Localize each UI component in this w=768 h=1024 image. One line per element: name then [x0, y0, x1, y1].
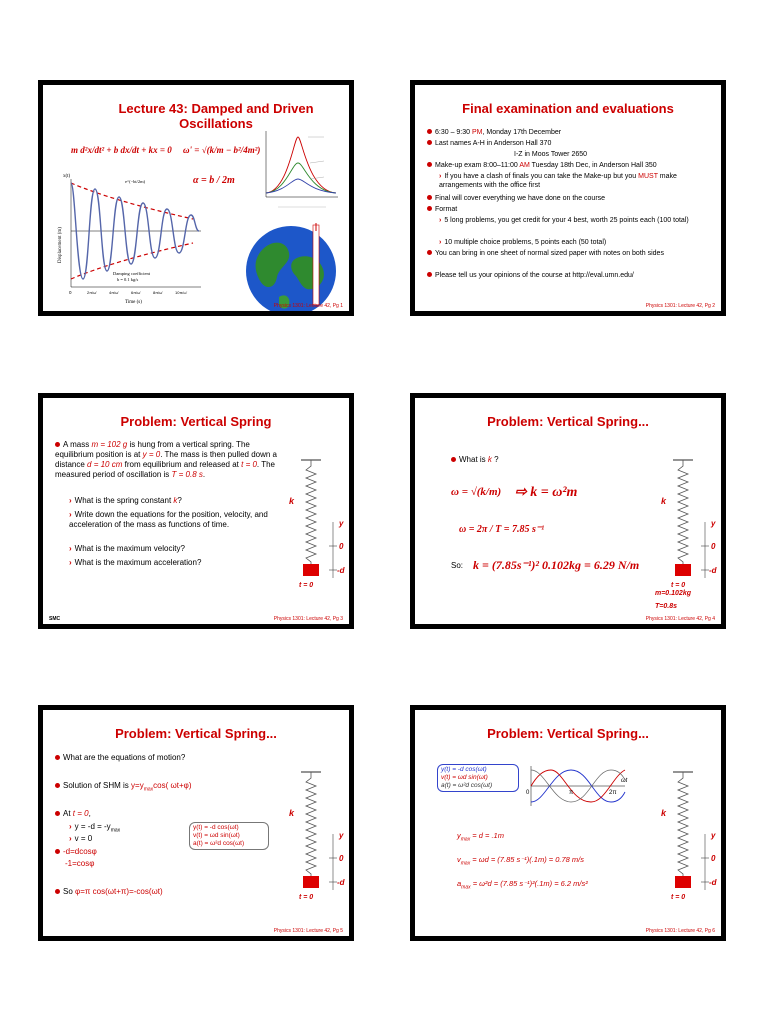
spring-t0-label: t = 0 — [299, 582, 314, 588]
slide-3 — [38, 393, 354, 629]
spring-d-label: -d — [337, 566, 345, 575]
bullet-icon — [55, 755, 60, 760]
slide-5-title: Problem: Vertical Spring... — [115, 726, 277, 741]
graph-ylabel: Displacement (m) — [58, 227, 63, 263]
plot-pi-label: π — [569, 790, 574, 796]
slide-6 — [410, 705, 726, 941]
evaluation-bullet: Please tell us your opinions of the course at http://eval.umn.edu/ — [427, 272, 713, 281]
slide-4-footer: Physics 1301: Lecture 42, Pg 4 — [645, 616, 715, 622]
plot-omega-t-label: ωt — [621, 778, 628, 784]
spring-k-label: k — [289, 808, 295, 818]
slide-5-footer: Physics 1301: Lecture 42, Pg 5 — [273, 928, 343, 934]
notes-sheet-bullet: You can bring in one sheet of normal sized paper with notes on both sides — [427, 250, 709, 259]
spring-diagram — [659, 456, 721, 588]
format-multiple-choice: › 10 multiple choice problems, 5 points each (50 total) — [439, 239, 607, 246]
mass-label: m=0.102kg — [655, 590, 691, 597]
position-equation: y(t) = -d cos(ωt) — [441, 766, 487, 773]
bullet-icon — [427, 206, 432, 211]
exam-room-bullet: Last names A-H in Anderson Hall 370 — [427, 140, 713, 149]
slide-5-content — [43, 710, 349, 936]
graph-tick-0: 0 — [69, 290, 72, 295]
slide-4-title: Problem: Vertical Spring... — [487, 414, 649, 429]
spring-diagram — [287, 456, 349, 588]
graph-tick-3: 6π/ω' — [131, 290, 141, 295]
slide-2-title: Final examination and evaluations — [462, 101, 674, 116]
question-max-acceleration: › What is the maximum acceleration? — [69, 558, 202, 567]
bullet-icon — [427, 250, 432, 255]
bullet-icon — [55, 783, 60, 788]
slide-1-title-line1: Lecture 43: Damped and Driven — [118, 101, 314, 116]
problem-statement: A mass m = 102 g is hung from a vertical spring. The equilibrium position is at y = 0. The mass is then pulled down a distance d = 10 cm from equilibrium and released at t = 0. The measured period of oscillation is T = 0.8 s. — [55, 440, 277, 479]
spring-d-label: -d — [337, 878, 345, 887]
bullet-icon — [55, 811, 60, 816]
acceleration-equation: a(t) = ω²d cos(ωt) — [441, 782, 493, 789]
spring-y-label: y — [711, 831, 716, 840]
graph-tick-2: 4π/ω' — [109, 290, 119, 295]
bullet-icon — [427, 195, 432, 200]
bullet-icon — [427, 129, 432, 134]
initial-condition-bullet: At t = 0, — [55, 810, 91, 819]
initial-position: › $y = -d = -y_{max}$ — [69, 822, 121, 834]
bullet-icon — [427, 272, 432, 277]
spring-zero-label: 0 — [711, 854, 716, 863]
makeup-exam-note: › If you have a clash of finals you can take the Make-up but you MUST make arrangements with the office first — [439, 173, 677, 189]
graph-top-label: x(t) — [63, 174, 71, 179]
spring-zero-label: 0 — [711, 542, 716, 551]
phase-equation-bullet: -d=dcosφ — [55, 848, 97, 857]
alpha-equation: α = b / 2m — [193, 175, 235, 186]
bullet-icon — [427, 140, 432, 145]
slide-6-content — [415, 710, 721, 936]
arrow-icon: › — [439, 173, 442, 180]
slide-3-footer: Physics 1301: Lecture 42, Pg 3 — [273, 616, 343, 622]
graph-damping-value: b = 0.1 kg/s — [117, 277, 139, 282]
velocity-equation: v(t) = ωd sin(ωt) — [441, 774, 488, 781]
final-coverage-bullet: Final will cover everything we have done on the course — [427, 195, 713, 204]
graph-damping-label: Damping coefficient — [113, 271, 151, 276]
slide-3-title: Problem: Vertical Spring — [120, 414, 272, 429]
spring-diagram — [287, 768, 349, 900]
k-equation: ⇨ k = ω²m — [515, 485, 578, 500]
slide-3-content — [43, 398, 349, 624]
slide-4-content — [415, 398, 721, 624]
period-label: T=0.8s — [655, 603, 677, 610]
bullet-icon — [55, 889, 60, 894]
k-value-equation: k = (7.85s⁻¹)² 0.102kg = 6.29 N/m — [473, 558, 640, 572]
arrow-icon: › — [439, 217, 442, 224]
graph-tick-1: 2π/ω' — [87, 290, 97, 295]
spring-zero-label: 0 — [339, 542, 344, 551]
omega-sqrt-equation: ω = √(k/m) — [451, 486, 502, 498]
slide-1-title-line2: Oscillations — [179, 116, 253, 131]
bullet-icon — [55, 442, 60, 447]
spring-y-label: y — [339, 519, 344, 528]
spring-diagram — [659, 768, 721, 900]
graph-tick-4: 8π/ω' — [153, 290, 163, 295]
plot-2pi-label: 2π — [609, 790, 617, 796]
omega-value-equation: ω = 2π / T = 7.85 s⁻¹ — [459, 524, 545, 535]
resonance-graph — [258, 125, 342, 215]
earth-icon — [243, 219, 343, 311]
format-bullet: Format — [427, 206, 713, 215]
slide-6-footer: Physics 1301: Lecture 42, Pg 6 — [645, 928, 715, 934]
bullet-icon — [427, 162, 432, 167]
omega-prime-equation: ω' = √(k/m − b²/4m²) — [183, 145, 261, 155]
damped-oscillation-graph — [53, 167, 203, 307]
question-equations: › Write down the equations for the position, velocity, and acceleration of the mass as functions of time. — [69, 510, 268, 529]
arrow-icon: › — [69, 834, 72, 843]
phase-equation-2: -1=cosφ — [65, 859, 95, 868]
arrow-icon: › — [69, 558, 72, 567]
exam-time-bullet: 6:30 – 9:30 PM, Monday 17th December — [427, 129, 713, 138]
arrow-icon: › — [439, 239, 442, 246]
makeup-exam-bullet: Make-up exam 8:00–11:00 AM Tuesday 18th Dec, in Anderson Hall 350 — [427, 162, 713, 171]
question-max-velocity: › What is the maximum velocity? — [69, 544, 185, 553]
graph-xlabel: Time (s) — [125, 300, 142, 305]
arrow-icon: › — [69, 822, 72, 831]
bullet-icon — [451, 457, 456, 462]
slide-2-content — [415, 85, 721, 311]
question-spring-constant: › What is the spring constant k? — [69, 496, 182, 505]
motion-equations-box — [437, 764, 519, 792]
plot-zero-label: 0 — [526, 790, 530, 796]
arrow-icon: › — [69, 496, 72, 505]
v-max-line: $v_{max} = \omega d = (7.85$ s⁻¹)(.1m) = 0.78 m/s — [457, 855, 584, 867]
exam-room-iz: I-Z in Moos Tower 2650 — [514, 151, 588, 158]
slide-5 — [38, 705, 354, 941]
slide-2 — [410, 80, 726, 316]
slide-1-footer: Physics 1301: Lecture 42, Pg 1 — [273, 303, 343, 309]
spring-d-label: -d — [709, 878, 717, 887]
what-is-k: What is k ? — [451, 456, 499, 465]
upper-envelope — [71, 183, 193, 219]
equations-of-motion-bullet: What are the equations of motion? — [55, 754, 185, 763]
graph-env-label: e^(−bt/2m) — [125, 179, 146, 184]
format-long-problems: › 5 long problems, you get credit for your 4 best, worth 25 points each (100 total) — [439, 217, 689, 224]
spring-zero-label: 0 — [339, 854, 344, 863]
spring-k-label: k — [661, 808, 667, 818]
slide-1 — [38, 80, 354, 316]
slide-2-footer: Physics 1301: Lecture 42, Pg 2 — [645, 303, 715, 309]
motion-plot — [525, 764, 635, 808]
acceleration-equation: a(t) = ω²d cos(ωt) — [193, 840, 245, 847]
slide-6-title: Problem: Vertical Spring... — [487, 726, 649, 741]
damped-equation: m d²x/dt² + b dx/dt + kx = 0 — [71, 145, 172, 155]
slide-1-content — [43, 85, 349, 311]
phase-result-bullet: So φ=π cos(ωt+π)=-cos(ωt) — [55, 888, 163, 897]
slide-4 — [410, 393, 726, 629]
spring-k-label: k — [289, 496, 295, 506]
velocity-equation: v(t) = ωd sin(ωt) — [193, 832, 240, 839]
spring-k-label: k — [661, 496, 667, 506]
bullet-icon — [55, 849, 60, 854]
spring-t0-label: t = 0 — [671, 582, 686, 588]
spring-d-label: -d — [709, 566, 717, 575]
initial-velocity: › v = 0 — [69, 834, 93, 843]
spring-t0-label: t = 0 — [671, 894, 686, 900]
arrow-icon: › — [69, 544, 72, 553]
spring-y-label: y — [711, 519, 716, 528]
shm-solution-bullet: Solution of SHM is $y=y_{max}\cos$( ωt+φ) — [55, 782, 191, 794]
spring-t0-label: t = 0 — [299, 894, 314, 900]
so-label: So: — [451, 561, 464, 570]
y-max-line: $y_{max} = d = .1m$ — [457, 831, 504, 843]
spring-y-label: y — [339, 831, 344, 840]
motion-equations-box — [189, 822, 269, 850]
arrow-icon: › — [69, 510, 72, 519]
slide-3-footer-left: SMC — [49, 616, 61, 622]
position-equation: y(t) = -d cos(ωt) — [193, 824, 239, 831]
a-max-line: $a_{max} = \omega^2d = (7.85$ s⁻¹)²(.1m) = 6.2 m/s² — [457, 879, 588, 891]
graph-tick-5: 10π/ω' — [175, 290, 188, 295]
